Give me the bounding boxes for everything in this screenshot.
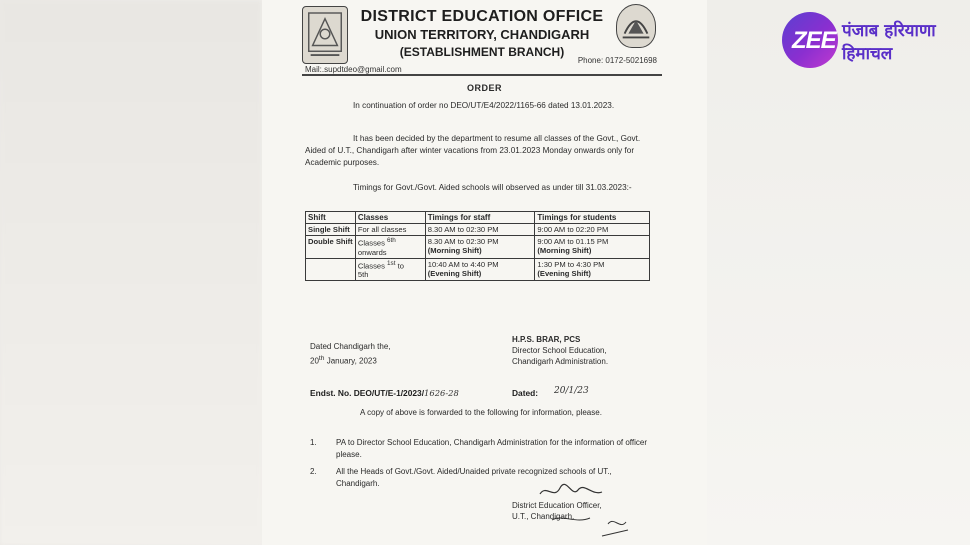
dated-line: Dated Chandigarh the,	[310, 342, 391, 351]
header-classes: Classes	[355, 212, 425, 224]
paragraph-decision-text: It has been decided by the department to resume all classes of the Govt., Govt. Aided of U.T., Chandigarh after winter vacations from 23.01.2023 Monday onwards only for Academic purposes.	[305, 134, 641, 167]
cell-classes: For all classes	[355, 224, 425, 236]
staff-note: (Evening Shift)	[427, 268, 482, 278]
copy-forward-line: A copy of above is forwarded to the following for information, please.	[360, 408, 602, 417]
list-item-text: PA to Director School Education, Chandigarh Administration for the information of officer please.	[336, 438, 647, 459]
cell-shift	[306, 258, 356, 281]
students-time: 9:00 AM to 01.15 PM	[537, 237, 609, 246]
territory-title: UNION TERRITORY, CHANDIGARH	[374, 27, 590, 42]
table-row	[306, 224, 650, 236]
students-time: 1:30 PM to 4:30 PM	[537, 259, 605, 269]
header-staff: Timings for staff	[425, 212, 535, 224]
students-note: (Morning Shift)	[537, 246, 592, 255]
dated-place	[310, 341, 391, 367]
classes-text: Classes	[357, 261, 385, 271]
cell-shift: Single Shift	[306, 224, 356, 236]
zee-brand-text: ZEE	[792, 27, 836, 54]
cell-students: 9:00 AM to 02:20 PM	[535, 224, 650, 236]
signatory-designation: Director School Education,	[512, 346, 607, 355]
paragraph-continuation-text: In continuation of order no DEO/UT/E4/2022/1165-66 dated 13.01.2023.	[353, 101, 615, 110]
signatory-name: H.P.S. BRAR, PCS	[512, 335, 581, 344]
cell-students	[535, 236, 650, 259]
blurred-right-panel	[705, 0, 970, 545]
list-item-text: All the Heads of Govt./Govt. Aided/Unaided private recognized schools of UT., Chandigarh.	[336, 467, 612, 488]
cell-classes	[355, 236, 425, 259]
deo-designation: District Education Officer,	[512, 501, 602, 510]
chandigarh-emblem-icon	[616, 4, 656, 48]
endst-dated-label: Dated:	[512, 388, 539, 398]
staff-note: (Morning Shift)	[427, 246, 482, 255]
staff-time: 10:40 AM to 4:40 PM	[427, 259, 499, 269]
dated-day-sup: th	[318, 354, 325, 362]
students-note: (Evening Shift)	[537, 268, 591, 278]
paragraph-timings	[305, 182, 660, 194]
copy-forward-text	[310, 407, 650, 419]
cell-classes	[355, 258, 425, 281]
classes-text: 5th	[357, 270, 369, 280]
cell-students	[535, 258, 650, 281]
endorsement-number	[310, 388, 459, 398]
letterhead	[262, 0, 707, 78]
office-title: DISTRICT EDUCATION OFFICE	[360, 8, 604, 25]
channel-name-line1: पंजाब हरियाणा	[842, 21, 936, 41]
table-header-row	[306, 212, 650, 224]
zee-channel-logo	[782, 10, 967, 72]
signatory-admin: Chandigarh Administration.	[512, 357, 609, 366]
endst-handwritten-no: 1626-28	[424, 388, 459, 398]
classes-text: Classes	[357, 238, 385, 248]
order-heading: ORDER	[466, 83, 502, 93]
channel-name-line2: हिमाचल	[842, 44, 893, 64]
header-divider	[302, 74, 662, 76]
classes-text: to	[397, 261, 404, 271]
paragraph-decision	[305, 133, 660, 169]
national-emblem-icon	[302, 6, 348, 64]
endst-dated-value: 20/1/23	[554, 386, 589, 396]
header-shift: Shift	[306, 212, 356, 224]
branch-title: (ESTABLISHMENT BRANCH)	[399, 45, 565, 59]
endst-label: Endst. No. DEO/UT/E-1/2023/	[310, 388, 425, 398]
deo-location: U.T., Chandigarh.	[512, 512, 575, 521]
cell-staff	[425, 258, 535, 281]
table-row	[306, 258, 650, 281]
paragraph-timings-text: Timings for Govt./Govt. Aided schools will observed as under till 31.03.2023:-	[353, 183, 632, 192]
blurred-left-panel	[0, 0, 262, 545]
staff-time: 8.30 AM to 02:30 PM	[427, 237, 499, 246]
table-row	[306, 236, 650, 259]
list-item-number: 2.	[310, 467, 317, 476]
cell-shift: Double Shift	[306, 236, 356, 259]
cell-staff: 8.30 AM to 02:30 PM	[425, 224, 535, 236]
classes-sup: 6th	[387, 237, 396, 244]
dated-rest: January, 2023	[326, 356, 377, 366]
list-item-number: 1.	[310, 438, 317, 447]
header-students: Timings for students	[535, 212, 650, 224]
signatory-block	[512, 334, 608, 367]
phone-number: Phone: 0172-5021698	[577, 56, 657, 65]
classes-sup: 1st	[387, 259, 396, 267]
deo-block	[512, 500, 602, 522]
classes-text: onwards	[357, 247, 387, 257]
timings-table	[305, 211, 650, 281]
order-document	[262, 0, 707, 545]
cell-staff	[425, 236, 535, 259]
paragraph-continuation	[305, 100, 660, 112]
dated-date	[310, 353, 391, 367]
dated-day: 20	[310, 356, 319, 366]
email-address: Mail:.supdtdeo@gmail.com	[305, 65, 402, 74]
